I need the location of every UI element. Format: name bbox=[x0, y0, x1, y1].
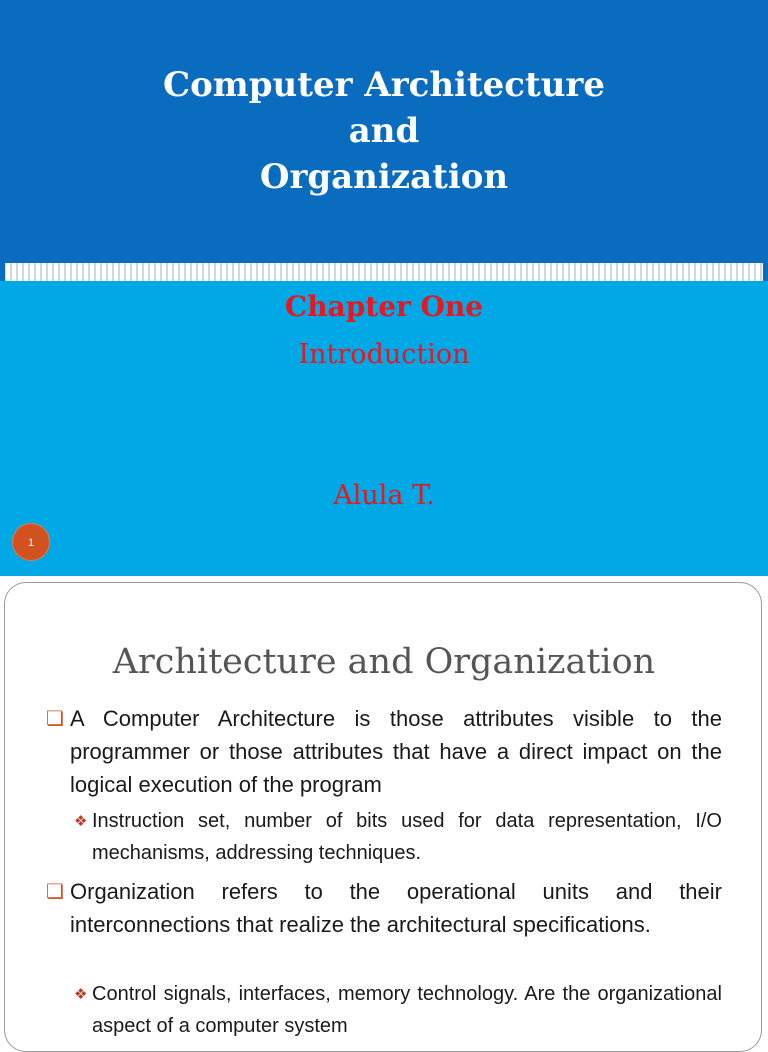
bullet-text: Organization refers to the operational units and their interconnections that realize the architectural specifications. bbox=[70, 879, 722, 937]
title-line-2: and bbox=[348, 111, 420, 151]
diamond-bullet-icon: ❖ bbox=[74, 985, 88, 1003]
title-line-1: Computer Architecture bbox=[163, 65, 605, 105]
slide-title: Architecture and Organization bbox=[112, 642, 656, 682]
title-line-3: Organization bbox=[259, 157, 509, 197]
hollow-square-bullet-icon: ❏ bbox=[46, 879, 64, 903]
stripe-right-edge bbox=[763, 263, 768, 281]
sub-bullet-text: Control signals, interfaces, memory technology. Are the organizational aspect of a computer system bbox=[92, 983, 722, 1037]
sub-bullet-item bbox=[74, 805, 722, 869]
bullet-text: A Computer Architecture is those attributes visible to the programmer or those attributes that have a direct impact on the logical execution of the program bbox=[70, 706, 722, 797]
decorative-stripe bbox=[0, 263, 768, 281]
sub-bullet-text: Instruction set, number of bits used for data representation, I/O mechanisms, addressing techniques. bbox=[92, 810, 722, 864]
bullet-item bbox=[46, 702, 722, 801]
hollow-square-bullet-icon: ❏ bbox=[46, 706, 64, 730]
bullet-item bbox=[46, 875, 722, 941]
chapter-heading: Chapter One bbox=[284, 290, 484, 323]
author-name: Alula T. bbox=[333, 480, 435, 511]
chapter-subtitle: Introduction bbox=[298, 339, 470, 370]
stripe-left-edge bbox=[0, 263, 5, 281]
diamond-bullet-icon: ❖ bbox=[74, 812, 88, 830]
sub-bullet-item bbox=[74, 978, 722, 1042]
presentation-title bbox=[0, 62, 768, 200]
page-number-badge: 1 bbox=[12, 523, 50, 561]
content-slide bbox=[0, 576, 768, 1037]
